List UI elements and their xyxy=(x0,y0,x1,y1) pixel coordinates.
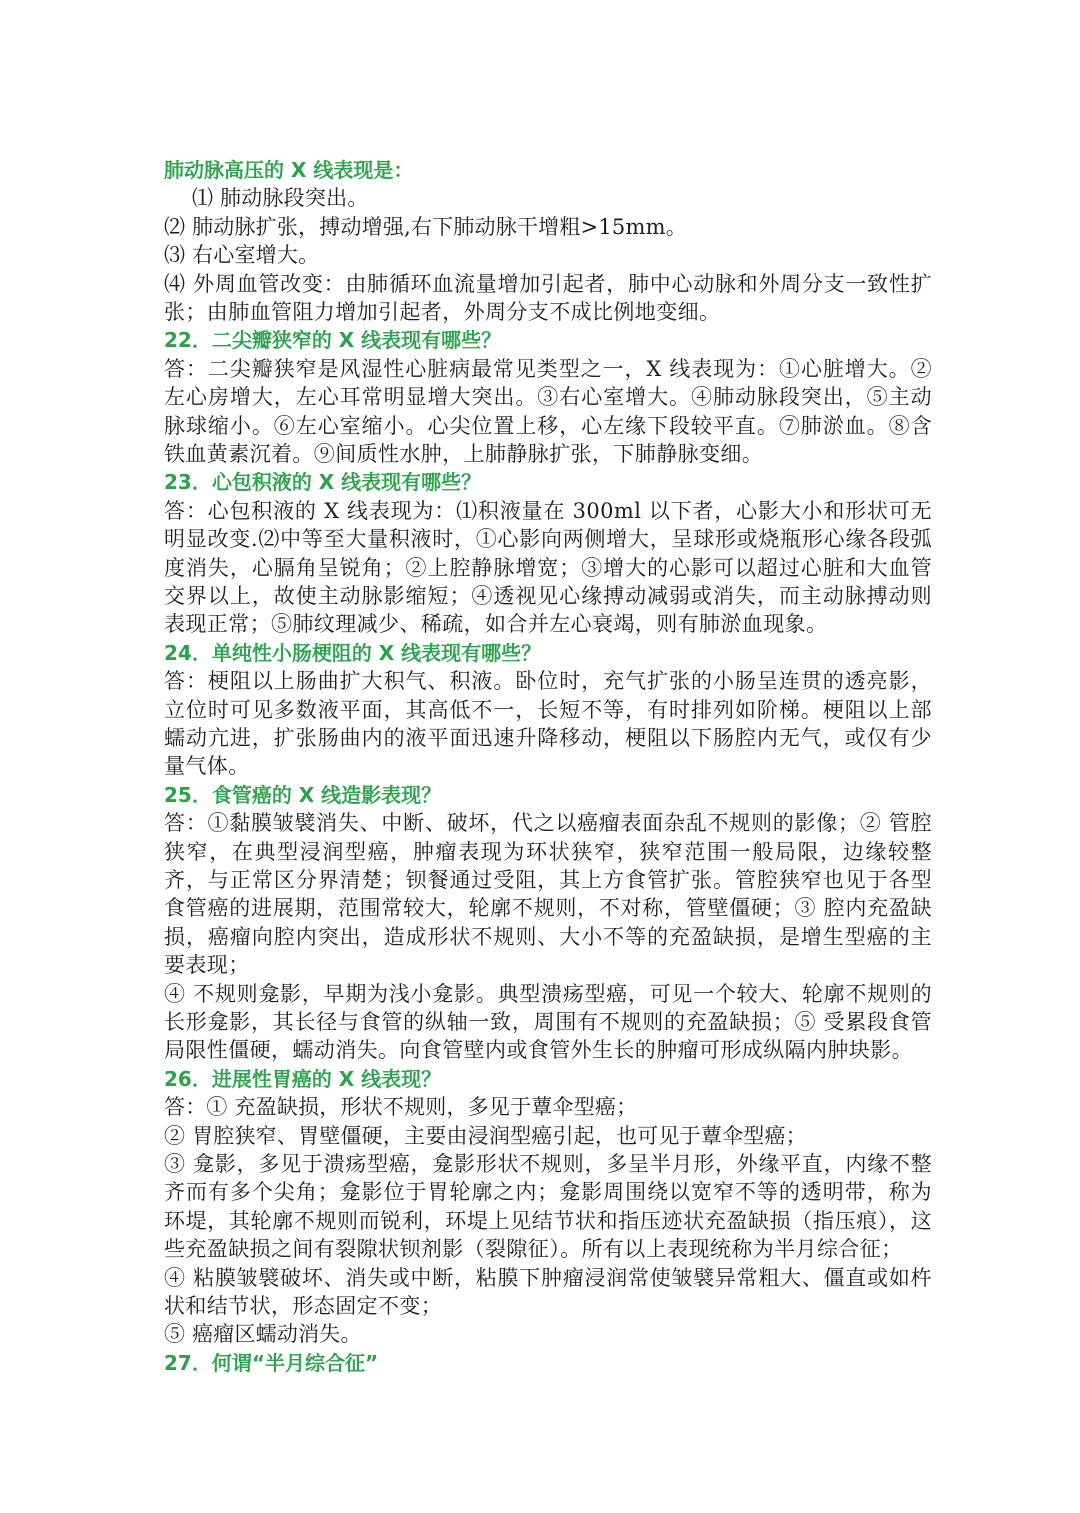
list-item: 答：① 充盈缺损，形状不规则，多见于蕈伞型癌； xyxy=(164,1095,638,1120)
section-heading-24: 24．单纯性小肠梗阻的 X 线表现有哪些？ xyxy=(164,640,542,665)
section-heading-25: 25．食管癌的 X 线造影表现？ xyxy=(164,782,442,807)
section-heading-23: 23．心包积液的 X 线表现有哪些？ xyxy=(164,470,482,495)
list-item: ⑷ 外周血管改变：由肺循环血流量增加引起者，肺中心动脉和外周分支一致性扩张；由肺血管阻力增加引起者，外周分支不成比例地变细。 xyxy=(164,271,932,324)
section-heading-pulmonary-hypertension: 肺动脉高压的 X 线表现是： xyxy=(164,158,414,182)
list-item: ⑤ 癌瘤区蠕动消失。 xyxy=(164,1322,362,1347)
list-item: ⑶ 右心室增大。 xyxy=(164,243,320,268)
answer-paragraph-23: 答：心包积液的 X 线表现为：⑴积液量在 300ml 以下者，心影大小和形状可无明显改变.⑵中等至大量积液时，①心影向两侧增大，呈球形或烧瓶形心缘各段弧度消失，心膈角呈锐角；②上腔静脉增宽；③增大的心影可以超过心脏和大血管交界以上，故使主动脉影缩短；④透视见心缘搏动减弱或消失，而主动脉搏动则表现正常；⑤肺纹理减少、稀疏，如合并左心衰竭，则有肺淤血现象。 xyxy=(164,498,932,637)
answer-paragraph-25a: 答：①黏膜皱襞消失、中断、破坏，代之以癌瘤表面杂乱不规则的影像；② 管腔狭窄，在典型浸润型癌，肿瘤表现为环状狭窄，狭窄范围一般局限，边缘较整齐，与正常区分界清楚；钡餐通过受阻，其上方食管扩张。管腔狭窄也见于各型食管癌的进展期，范围常较大，轮廓不规则，不对称，管壁僵硬；③ 腔内充盈缺损，癌瘤向腔内突出，造成形状不规则、大小不等的充盈缺损，是增生型癌的主要表现； xyxy=(164,811,932,978)
list-item: ③ 龛影，多见于溃疡型癌，龛影形状不规则，多呈半月形，外缘平直，内缘不整齐而有多个尖角；龛影位于胃轮廓之内；龛影周围绕以宽窄不等的透明带，称为环堤，其轮廓不规则而锐利，环堤上见结节状和指压迹状充盈缺损（指压痕），这些充盈缺损之间有裂隙状钡剂影（裂隙征）。所有以上表现统称为半月综合征； xyxy=(164,1152,932,1262)
section-heading-22: 22．二尖瓣狭窄的 X 线表现有哪些？ xyxy=(164,328,502,353)
section-heading-27: 27．何谓“半月综合征” xyxy=(164,1350,379,1375)
answer-paragraph-24: 答：梗阻以上肠曲扩大积气、积液。卧位时，充气扩张的小肠呈连贯的透亮影，立位时可见多数液平面，其高低不一，长短不等，有时排列如阶梯。梗阻以上部蠕动亢进，扩张肠曲内的液平面迅速升降移动，梗阻以下肠腔内无气，或仅有少量气体。 xyxy=(164,669,932,779)
answer-paragraph-25b: ④ 不规则龛影，早期为浅小龛影。典型溃疡型癌，可见一个较大、轮廓不规则的长形龛影，其长径与食管的纵轴一致，周围有不规则的充盈缺损；⑤ 受累段食管局限性僵硬，蠕动消失。向食管壁内或食管外生长的肿瘤可形成纵隔内肿块影。 xyxy=(164,981,932,1063)
list-item: ⑵ 肺动脉扩张，搏动增强,右下肺动脉干增粗>15mm。 xyxy=(164,214,687,239)
list-item: ⑴ 肺动脉段突出。 xyxy=(192,186,369,211)
list-item: ④ 粘膜皱襞破坏、消失或中断，粘膜下肿瘤浸润常使皱襞异常粗大、僵直或如杵状和结节状，形态固定不变； xyxy=(164,1265,932,1319)
section-heading-26: 26．进展性胃癌的 X 线表现？ xyxy=(164,1066,442,1091)
document-body xyxy=(164,156,932,1377)
answer-paragraph-22: 答：二尖瓣狭窄是风湿性心脏病最常见类型之一，X 线表现为：①心脏增大。②左心房增大，左心耳常明显增大突出。③右心室增大。④肺动脉段突出，⑤主动脉球缩小。⑥左心室缩小。心尖位置上移，心左缘下段较平直。⑦肺淤血。⑧含铁血黄素沉着。⑨间质性水肿，上肺静脉扩张，下肺静脉变细。 xyxy=(164,356,932,466)
list-item: ② 胃腔狭窄、胃壁僵硬，主要由浸润型癌引起，也可见于蕈伞型癌； xyxy=(164,1123,807,1148)
